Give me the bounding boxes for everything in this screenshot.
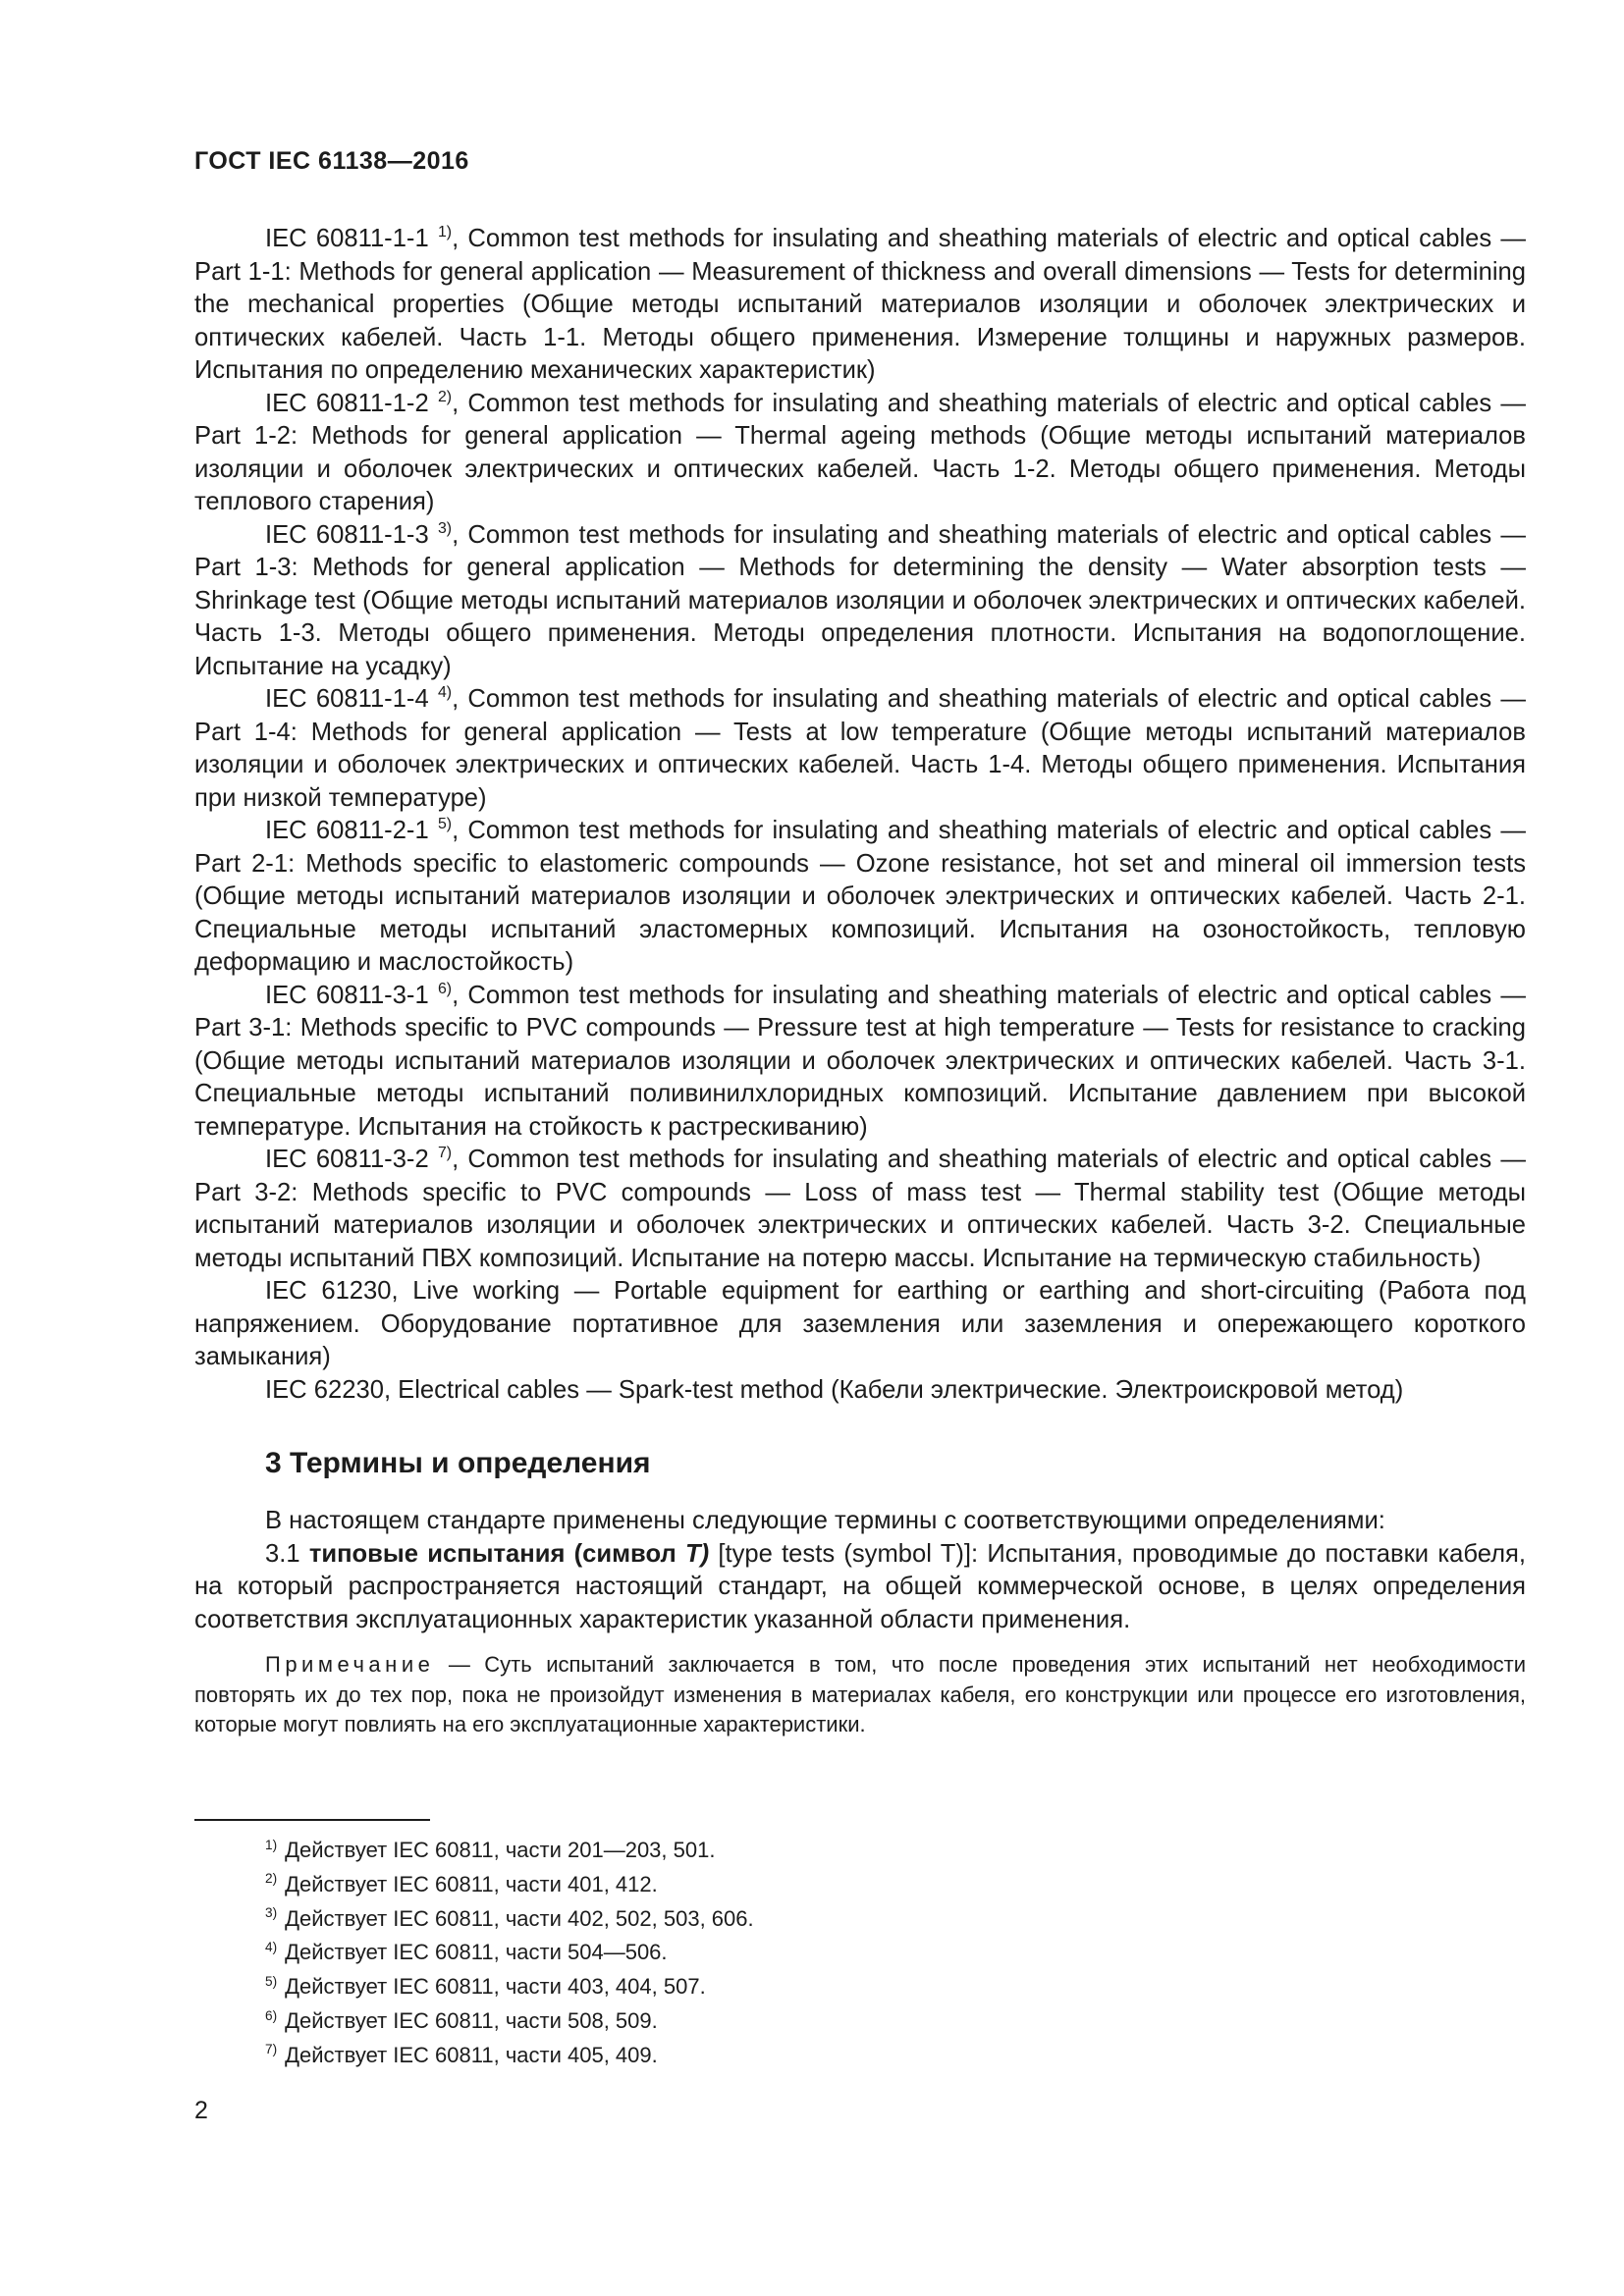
reference-code: IEC 60811-1-2 bbox=[265, 389, 429, 417]
footnote-ref[interactable]: 7) bbox=[437, 1145, 453, 1162]
section-heading: 3 Термины и определения bbox=[265, 1447, 651, 1479]
footnote bbox=[265, 2039, 754, 2073]
footnote-ref[interactable]: 1) bbox=[437, 224, 453, 241]
footnote-text: Действует IEC 60811, части 405, 409. bbox=[285, 2042, 658, 2067]
reference-item bbox=[194, 980, 1526, 1145]
section-intro: В настоящем стандарте применены следующие термины с соответствующими определениями: bbox=[265, 1507, 1385, 1534]
reference-item bbox=[194, 1144, 1526, 1275]
reference-code: IEC 60811-3-2 bbox=[265, 1146, 429, 1173]
footnote-ref[interactable]: 6) bbox=[437, 980, 453, 997]
footnote bbox=[265, 1868, 754, 1902]
definition-text: [type tests (symbol T)]: Испытания, проводимые до поставки кабеля, на который распространяется настоящий стандарт, на общей коммерческой основе, в целях определения соответствия эксплуатационных характеристик указанной области применения. bbox=[194, 1539, 1526, 1633]
reference-text: , Electrical cables — Spark-test method (Кабели электрические. Электроискровой метод) bbox=[383, 1375, 1404, 1404]
document-header: ГОСТ IEC 61138—2016 bbox=[194, 147, 469, 175]
definition-term: типовые испытания (символ bbox=[308, 1539, 685, 1568]
reference-text: , Common test methods for insulating and sheathing materials of electric and optical cables — Part 3-1: Methods specific to PVC compounds — Pressure test at high temperature — Tests for resistance to cracking (Общие методы испытаний материалов изоляции и оболочек электрических и оптических кабелей. Часть 3-1. Специальные методы испытаний поливинилхлоридных композиций. Испытание давлением при высокой температуре. Испытания на стойкость к растрескиванию) bbox=[194, 981, 1526, 1141]
footnote bbox=[265, 1902, 754, 1937]
footnote-mark: 7) bbox=[265, 2042, 278, 2057]
reference-item bbox=[194, 388, 1526, 519]
footnotes-list bbox=[265, 1834, 754, 2073]
page-number: 2 bbox=[194, 2097, 208, 2124]
footnote-mark: 1) bbox=[265, 1837, 278, 1852]
footnote-text: Действует IEC 60811, части 403, 404, 507. bbox=[285, 1974, 706, 2000]
reference-code: IEC 61230 bbox=[265, 1277, 392, 1305]
footnote-text: Действует IEC 60811, части 401, 412. bbox=[285, 1871, 658, 1896]
reference-code: IEC 60811-3-1 bbox=[265, 981, 429, 1009]
term-definition bbox=[194, 1538, 1526, 1637]
footnote-mark: 3) bbox=[265, 1905, 278, 1921]
reference-code: IEC 60811-1-1 bbox=[265, 225, 429, 252]
reference-text: , Common test methods for insulating and sheathing materials of electric and optical cables — Part 2-1: Methods specific to elastomeric compounds — Ozone resistance, hot set and mineral oil immersion tests (Общие методы испытаний материалов изоляции и оболочек электрических и оптических кабелей. Часть 2-1. Специальные методы испытаний эластомерных композиций. Испытания на озоностойкость, тепловую деформацию и маслостойкость) bbox=[194, 817, 1526, 976]
reference-text: , Common test methods for insulating and sheathing materials of electric and optical cables — Part 1-3: Methods for general application — Methods for determining the density — Water absorption tests — Shrinkage test (Общие методы испытаний материалов изоляции и оболочек электрических и оптических кабелей. Часть 1-3. Методы общего применения. Методы определения плотности. Испытания на водопоглощение. Испытание на усадку) bbox=[194, 520, 1526, 680]
reference-item bbox=[194, 1275, 1526, 1374]
footnote-ref[interactable]: 5) bbox=[437, 816, 453, 833]
footnote-ref[interactable]: 3) bbox=[437, 519, 453, 537]
footnote-mark: 5) bbox=[265, 1973, 278, 1989]
reference-code: IEC 60811-1-3 bbox=[265, 520, 429, 549]
definition-note bbox=[194, 1650, 1526, 1740]
footnote-text: Действует IEC 60811, части 508, 509. bbox=[285, 2007, 658, 2033]
reference-item bbox=[194, 223, 1526, 388]
footnote-divider bbox=[194, 1819, 430, 1821]
reference-item bbox=[194, 519, 1526, 684]
references-list bbox=[194, 223, 1526, 1407]
reference-code: IEC 62230 bbox=[265, 1375, 384, 1404]
note-label: Примечание bbox=[265, 1652, 435, 1677]
definition-symbol: T) bbox=[684, 1539, 710, 1568]
reference-code: IEC 60811-2-1 bbox=[265, 817, 429, 844]
reference-code: IEC 60811-1-4 bbox=[265, 685, 429, 713]
footnote-mark: 6) bbox=[265, 2007, 278, 2023]
footnote-text: Действует IEC 60811, части 504—506. bbox=[285, 1940, 668, 1965]
reference-text: , Live working — Portable equipment for earthing or earthing and short-circuiting (Работа под напряжением. Оборудование портативное для заземления или заземления и опережающего короткого замыкания) bbox=[194, 1277, 1526, 1370]
footnote-mark: 4) bbox=[265, 1939, 278, 1954]
reference-text: , Common test methods for insulating and sheathing materials of electric and optical cables — Part 1-4: Methods for general application — Tests at low temperature (Общие методы испытаний материалов изоляции и оболочек электрических и оптических кабелей. Часть 1-4. Методы общего применения. Испытания при низкой температуре) bbox=[194, 685, 1526, 812]
footnote-ref[interactable]: 2) bbox=[437, 388, 453, 405]
footnote bbox=[265, 1936, 754, 1970]
footnote-text: Действует IEC 60811, части 201—203, 501. bbox=[285, 1838, 716, 1862]
footnote-mark: 2) bbox=[265, 1871, 278, 1887]
footnote bbox=[265, 2004, 754, 2039]
footnote-text: Действует IEC 60811, части 402, 502, 503, 606. bbox=[285, 1905, 754, 1931]
reference-item bbox=[194, 815, 1526, 980]
reference-item bbox=[194, 683, 1526, 815]
document-body bbox=[194, 223, 1526, 1740]
footnote bbox=[265, 1834, 754, 1868]
footnote-ref[interactable]: 4) bbox=[437, 684, 453, 702]
footnote bbox=[265, 1970, 754, 2004]
definition-number: 3.1 bbox=[265, 1539, 309, 1568]
reference-text: , Common test methods for insulating and sheathing materials of electric and optical cables — Part 1-1: Methods for general application — Measurement of thickness and overall dimensions — Tests for determining the mechanical properties (Общие методы испытаний материалов изоляции и оболочек электрических и оптических кабелей. Часть 1-1. Методы общего применения. Измерение толщины и наружных размеров. Испытания по определению механических характеристик) bbox=[194, 225, 1526, 384]
reference-text: , Common test methods for insulating and sheathing materials of electric and optical cables — Part 1-2: Methods for general application — Thermal ageing methods (Общие методы испытаний материалов изоляции и оболочек электрических и оптических кабелей. Часть 1-2. Методы общего применения. Методы теплового старения) bbox=[194, 389, 1526, 515]
note-text: — Суть испытаний заключается в том, что после проведения этих испытаний нет необходимости повторять их до тех пор, пока не произойдут изменения в материалах кабеля, его конструкции или процессе его изготовления, которые могут повлиять на его эксплуатационные характеристики. bbox=[194, 1652, 1526, 1736]
reference-text: , Common test methods for insulating and sheathing materials of electric and optical cables — Part 3-2: Methods specific to PVC compounds — Loss of mass test — Thermal stability test (Общие методы испытаний материалов изоляции и оболочек электрических и оптических кабелей. Часть 3-2. Специальные методы испытаний ПВХ композиций. Испытание на потерю массы. Испытание на термическую стабильность) bbox=[194, 1146, 1526, 1272]
reference-item bbox=[194, 1374, 1526, 1408]
